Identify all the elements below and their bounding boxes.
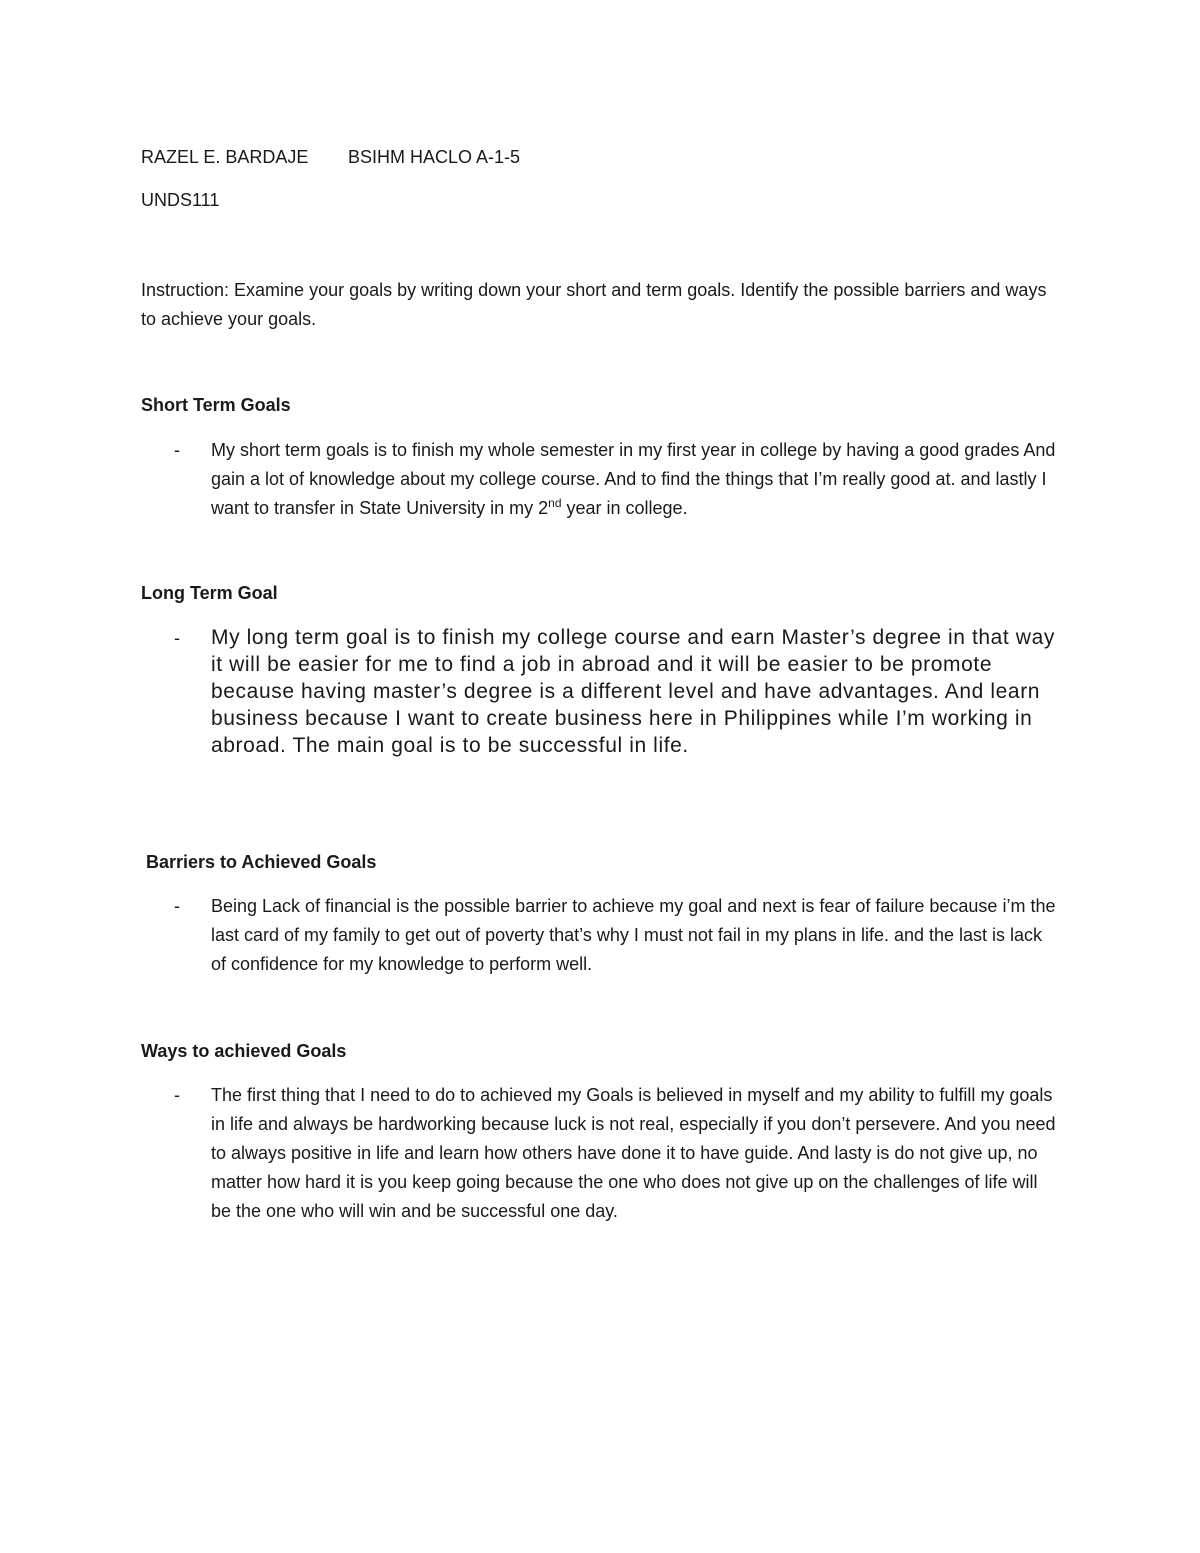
barriers-paragraph: Being Lack of financial is the possible barrier to achieve my goal and next is fear of failure because i’m the last card of my family to get out of poverty that’s why I must not fail in my plans in life. and the last is lack of confidence for my knowledge to perform well. <box>211 896 1056 974</box>
course-code: UNDS111 <box>141 190 220 210</box>
program-section: BSIHM HACLO A-1-5 <box>348 147 521 167</box>
barriers-bullet: - <box>174 896 180 916</box>
short-term-heading: Short Term Goals <box>141 395 291 415</box>
long-term-paragraph: My long term goal is to finish my college course and earn Master’s degree in that way it will be easier for me to find a job in abroad and it will be easier to be promote because having master’s degree is a different level and have advantages. And learn business because I want to create business here in Philippines while I’m working in abroad. The main goal is to be successful in life. <box>211 626 1055 757</box>
student-name: RAZEL E. BARDAJE <box>141 147 309 167</box>
ordinal-superscript: nd <box>548 496 562 510</box>
ways-bullet: - <box>174 1085 180 1105</box>
long-term-heading: Long Term Goal <box>141 583 278 603</box>
long-term-bullet: - <box>174 628 180 648</box>
short-term-paragraph <box>211 436 1056 523</box>
short-term-bullet: - <box>174 440 180 460</box>
short-term-text: My short term goals is to finish my whole semester in my first year in college by having a good grades And gain a lot of knowledge about my college course. And to find the things that I’m really good at. and lastly I want to transfer in State University in my 2 <box>211 440 1056 518</box>
short-term-text-end: year in college. <box>561 498 688 518</box>
barriers-heading: Barriers to Achieved Goals <box>146 852 377 872</box>
ways-heading: Ways to achieved Goals <box>141 1041 347 1061</box>
instruction-paragraph: Instruction: Examine your goals by writing down your short and term goals. Identify the possible barriers and ways to achieve your goals. <box>141 280 1047 329</box>
ways-paragraph: The first thing that I need to do to achieved my Goals is believed in myself and my ability to fulfill my goals in life and always be hardworking because luck is not real, especially if you don’t persevere. And you need to always positive in life and learn how others have done it to have guide. And lasty is do not give up, no matter how hard it is you keep going because the one who does not give up on the challenges of life will be the one who will win and be successful one day. <box>211 1085 1056 1221</box>
